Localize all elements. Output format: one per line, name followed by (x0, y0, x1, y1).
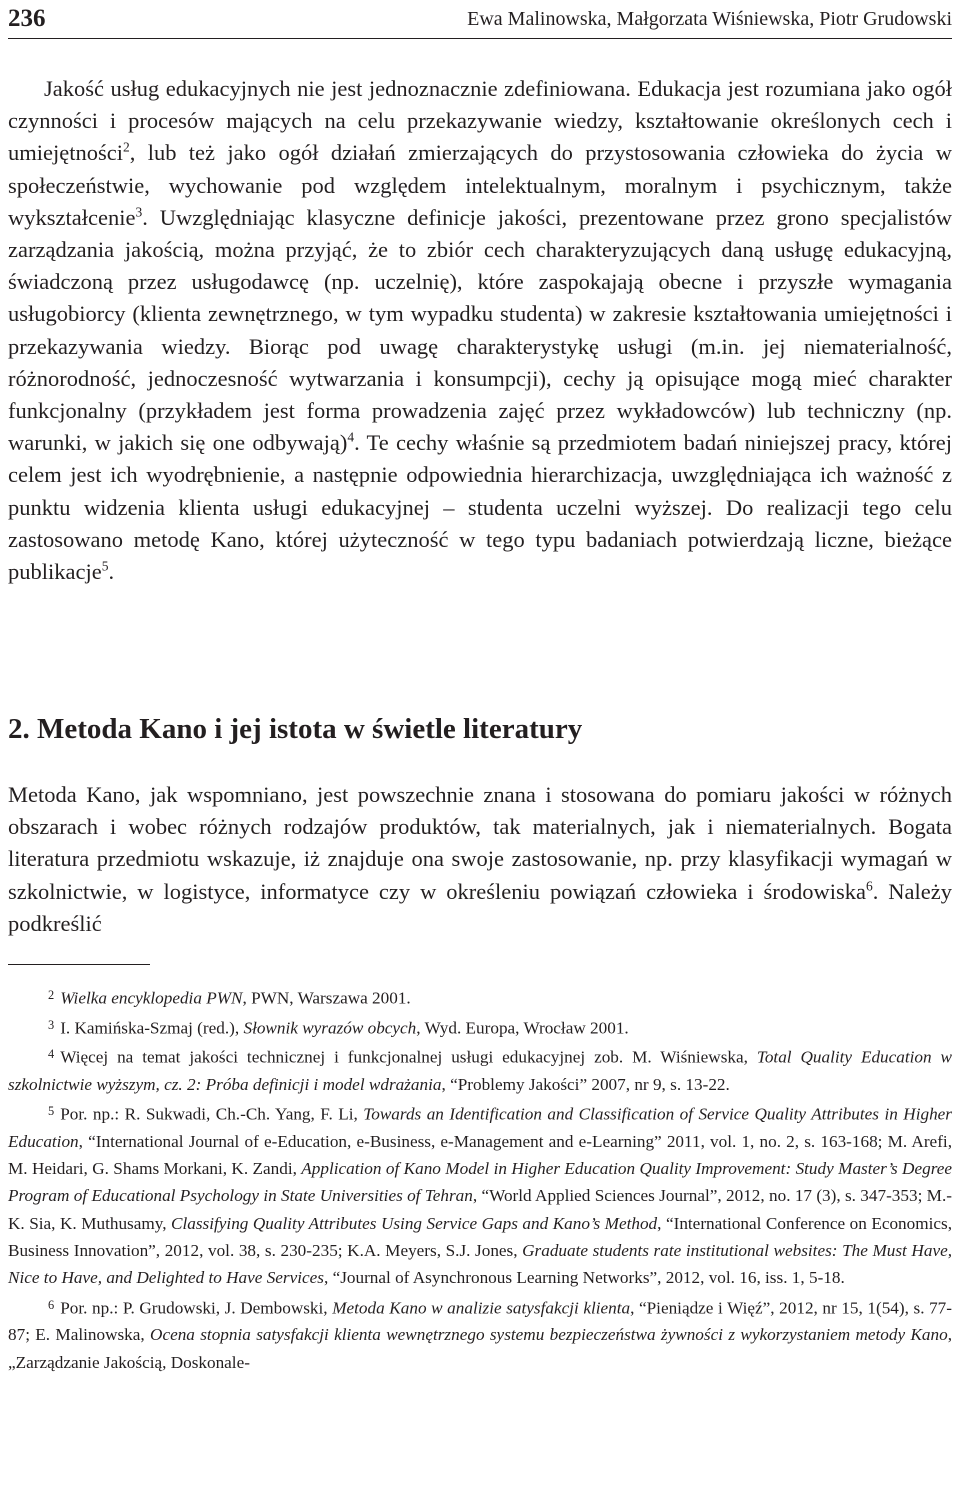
footnote-3 (8, 1012, 952, 1042)
footnote-4 (8, 1041, 952, 1098)
text-run: . (108, 559, 115, 585)
footnote-text: Classifying Quality Attributes Using Service Gaps and Kano’s Method (171, 1213, 658, 1233)
footnote-number: 2 (48, 988, 55, 1002)
footnote-text: Por. np.: P. Grudowski, J. Dembowski, (60, 1297, 333, 1317)
footnote-text: Por. np.: R. Sukwadi, Ch.-Ch. Yang, F. Li, (60, 1104, 364, 1124)
footnote-ref: 3 (135, 204, 143, 220)
text-run: . Te cechy właśnie są przedmiotem badań niniejszej pracy, której celem jest ich wyodrębnienie, a następnie odpowiednia hierarchizacja, uwzględniająca ich ważność z punktu widzenia klienta usługi edukacyjnej – studenta uczelni wyższej. Do realizacji tego celu zastosowano metodę Kano, której użyteczność w tego typu badaniach potwierdzają liczne, bieżące publikacje (8, 430, 952, 585)
footnote-text: Total Quality Education w szkolnictwie wyższym, cz. 2: Próba definicji i model wdrażania (8, 1047, 952, 1094)
footnote-number: 5 (48, 1104, 55, 1119)
section-heading: 2. Metoda Kano i jej istota w świetle literatury (8, 713, 583, 745)
footnote-text: , “International Journal of e-Education, e-Business, e-Management and e-Learning” 2011, vol. 1, no. 2, s. 163-168; M. Arefi, M. Heidari, G. Shams Morkani, K. Zandi, (8, 1131, 952, 1179)
running-head-authors: Ewa Malinowska, Małgorzata Wiśniewska, Piotr Grudowski (467, 8, 952, 30)
footnote-text: , “Pieniądze i Więź”, 2012, nr 15, 1(54), s. 77-87; E. Malinowska, (8, 1297, 952, 1345)
footnote-ref: 4 (347, 429, 355, 445)
footnote-text: , “Journal of Asynchronous Learning Networks”, 2012, vol. 16, iss. 1, 5-18. (323, 1268, 845, 1288)
footnote-text: Towards an Identification and Classification of Service Quality Attributes in Higher Education (8, 1104, 952, 1151)
footnote-text: , Wyd. Europa, Wrocław 2001. (416, 1017, 629, 1037)
footnote-text: Wielka encyklopedia PWN (60, 988, 243, 1008)
text-run: Metoda Kano, jak wspomniano, jest powszechnie znana i stosowana do pomiaru jakości w różnych obszarach i wobec różnych rodzajów produktów, tak materialnych, jak i niematerialnych. Bogata literatura przedmiotu wskazuje, iż znajduje ona swoje zastosowanie, np. przy klasyfikacji wymagań w szkolnictwie, w logistyce, informatyce czy w określeniu powiązań człowieka i środowiska (8, 782, 952, 904)
footnote-text: I. Kamińska-Szmaj (red.), (60, 1017, 244, 1037)
footnote-5 (8, 1098, 952, 1291)
text-run: . Uwzględniając klasyczne definicje jakości, prezentowane przez grono specjalistów zarządzania jakością, można przyjąć, że to zbiór cech charakteryzujących daną usługę edukacyjną, świadczoną przez usługodawcę (np. uczelnię), które zaspokajają obecne i przyszłe wymagania usługobiorcy (klienta zewnętrznego, w tym wypadku studenta) w zakresie kształtowania umiejętności i przekazywania wiedzy. Biorąc pod uwagę charakterystykę usługi (m.in. jej niematerialność, różnorodność, jednoczesność wytwarzania i konsumpcji), cechy ją opisujące mogą mieć charakter funkcjonalny (przykładem jest forma prowadzenia zajęć przez wykładowców) lub techniczny (np. warunki, w jakich się one odbywają) (8, 204, 952, 456)
footnote-number: 6 (48, 1297, 55, 1312)
text-run: Jakość usług edukacyjnych nie jest jednoznacznie zdefiniowana. Edukacja jest rozumiana jako ogół czynności i procesów mających na celu przekazywanie wiedzy, kształtowanie określonych cech i umiejętności (8, 76, 952, 166)
footnote-separator (8, 964, 150, 965)
footnote-text: Metoda Kano w analizie satysfakcji klienta (332, 1297, 631, 1317)
footnote-6 (8, 1292, 952, 1376)
footnote-text: , “Problemy Jakości” 2007, nr 9, s. 13-22. (441, 1074, 730, 1094)
footnote-text: Więcej na temat jakości technicznej i funkcjonalnej usługi edukacyjnej zob. M. Wiśniewska, (60, 1047, 757, 1067)
footnote-text: , “World Applied Sciences Journal”, 2012, no. 17 (3), s. 347-353; M.-K. Sia, K. Muthusamy, (8, 1186, 952, 1233)
footnote-number: 4 (48, 1047, 55, 1062)
intro-paragraph (8, 73, 952, 588)
footnote-number: 3 (48, 1017, 55, 1032)
page-number: 236 (8, 5, 46, 32)
section-paragraph (8, 779, 952, 940)
footnote-2 (8, 982, 952, 1012)
footnote-text: Ocena stopnia satysfakcji klienta wewnętrznego systemu bezpieczeństwa żywności z wykorzystaniem metody Kano (150, 1325, 948, 1345)
footnote-text: Application of Kano Model in Higher Education Quality Improvement: Study Master’s Degree Program of Educational Psychology in State Universities of Tehran (8, 1159, 953, 1206)
footnote-ref: 5 (101, 558, 109, 574)
footnote-text: , PWN, Warszawa 2001. (242, 988, 411, 1008)
text-run: . Należy podkreślić (8, 878, 952, 936)
footnotes (8, 982, 952, 1376)
footnote-text: Słownik wyrazów obcych (243, 1017, 417, 1037)
footnote-text: , “International Conference on Economics, Business Innovation”, 2012, vol. 38, s. 230-235; K.A. Meyers, S.J. Jones, (8, 1213, 952, 1260)
footnote-ref: 6 (865, 878, 873, 894)
footnote-text: Graduate students rate institutional websites: The Must Have, Nice to Have, and Delighted to Have Services (8, 1240, 952, 1288)
page-header (8, 2, 952, 39)
footnote-ref: 2 (122, 139, 130, 155)
text-run: , lub też jako ogół działań zmierzających do przystosowania człowieka do życia w społeczeństwie, wychowanie pod względem intelektualnym, moralnym i psychicznym, także wykształcenie (8, 140, 952, 230)
footnote-text: , „Zarządzanie Jakością, Doskonale- (8, 1325, 953, 1372)
